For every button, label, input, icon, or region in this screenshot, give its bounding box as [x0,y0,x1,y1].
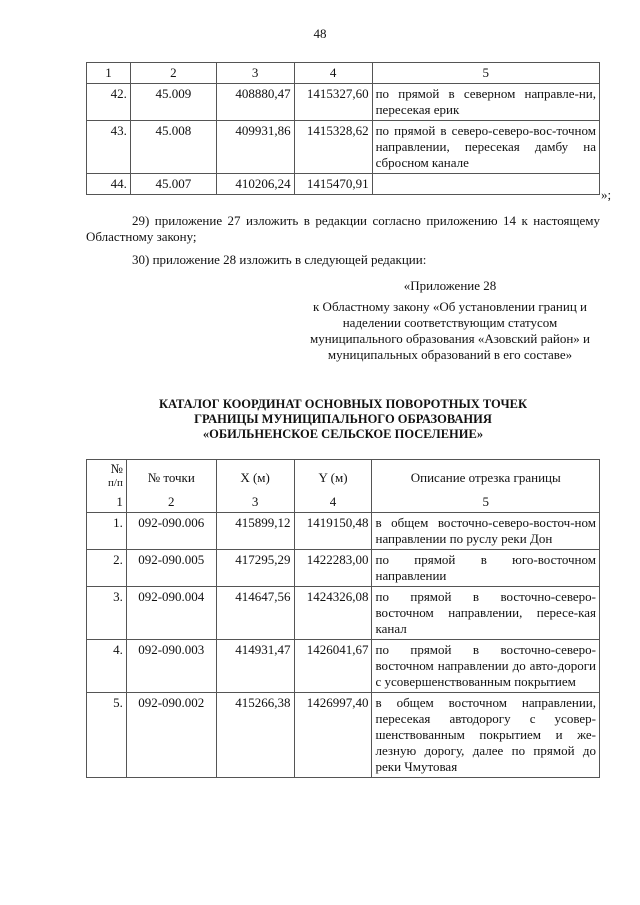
header-x: X (м) [216,460,294,493]
y-coordinate: 1415327,60 [294,84,372,121]
point-id: 092-090.004 [126,587,216,640]
col-index-2: 2 [130,63,216,84]
point-id: 45.007 [130,174,216,195]
point-id: 092-090.003 [126,640,216,693]
point-id: 45.008 [130,121,216,174]
appendix-header [300,278,600,363]
row-number: 3. [87,587,127,640]
col-index-5: 5 [372,63,599,84]
col-index-5: 5 [372,492,600,513]
segment-description: по прямой в северо-северо-вос-точном направлении, пересекая дамбу на сбросном канале [372,121,599,174]
row-number: 42. [87,84,131,121]
segment-description: по прямой в северном направле-ни, пересекая ерик [372,84,599,121]
table-row [87,121,600,174]
row-number: 5. [87,693,127,778]
table-row [87,84,600,121]
appendix-reference: к Областному закону «Об установлении границ и наделении соответствующим статусом муниципального образования «Азовский район» и муниципальных образований в его составе» [309,299,590,362]
y-coordinate: 1426041,67 [294,640,372,693]
y-coordinate: 1419150,48 [294,513,372,550]
y-coordinate: 1422283,00 [294,550,372,587]
col-index-4: 4 [294,63,372,84]
col-index-2: 2 [126,492,216,513]
segment-description: по прямой в восточно-северо-восточном направлении до авто-дороги с усовершенствованным покрытием [372,640,600,693]
table-row [87,640,600,693]
x-coordinate: 415899,12 [216,513,294,550]
header-row-number [87,460,127,493]
x-coordinate: 409931,86 [216,121,294,174]
table-row [87,174,600,195]
row-number: 43. [87,121,131,174]
segment-description: в общем восточном направлении, пересекая автодорогу с усовер-шенствованным покрытием и же-лезную дорогу, далее по прямой до реки Чмутовая [372,693,600,778]
y-coordinate: 1426997,40 [294,693,372,778]
segment-description [372,174,599,195]
row-number: 4. [87,640,127,693]
catalog-title [86,397,600,442]
col-index-3: 3 [216,63,294,84]
segment-description: в общем восточно-северо-восточ-ном направлении по руслу реки Дон [372,513,600,550]
coordinates-catalog-table [86,459,600,778]
table-row [87,693,600,778]
row-number: 1. [87,513,127,550]
header-y: Y (м) [294,460,372,493]
paragraph-29: 29) приложение 27 изложить в редакции согласно приложению 14 к настоящему Областному закону; [86,213,600,244]
x-coordinate: 415266,38 [216,693,294,778]
point-id: 092-090.002 [126,693,216,778]
y-coordinate: 1424326,08 [294,587,372,640]
catalog-title-line: «ОБИЛЬНЕНСКОЕ СЕЛЬСКОЕ ПОСЕЛЕНИЕ» [202,427,484,441]
y-coordinate: 1415328,62 [294,121,372,174]
page-number: 48 [313,26,327,41]
paragraph-30: 30) приложение 28 изложить в следующей редакции: [132,252,427,267]
point-id: 092-090.006 [126,513,216,550]
col-index-1: 1 [87,63,131,84]
table-row [87,513,600,550]
x-coordinate: 408880,47 [216,84,294,121]
table-header-row [87,460,600,493]
x-coordinate: 414931,47 [216,640,294,693]
point-id: 45.009 [130,84,216,121]
coordinates-table-continued [86,62,600,195]
segment-description: по прямой в восточно-северо-восточном направлении, пересе-кая канал [372,587,600,640]
table-row [87,550,600,587]
header-description: Описание отрезка границы [372,460,600,493]
number-sign: № [110,461,123,476]
row-number: 2. [87,550,127,587]
col-index-1: 1 [87,492,127,513]
catalog-title-line: ГРАНИЦЫ МУНИЦИПАЛЬНОГО ОБРАЗОВАНИЯ [194,412,492,426]
x-coordinate: 414647,56 [216,587,294,640]
table-row [87,587,600,640]
x-coordinate: 417295,29 [216,550,294,587]
table-header-row [87,63,600,84]
col-index-4: 4 [294,492,372,513]
closing-quote: »; [601,187,612,202]
row-number: 44. [87,174,131,195]
table-index-row [87,492,600,513]
point-id: 092-090.005 [126,550,216,587]
segment-description: по прямой в юго-восточном направлении [372,550,600,587]
number-sub: п/п [108,477,123,489]
appendix-title: «Приложение 28 [403,278,497,293]
catalog-title-line: КАТАЛОГ КООРДИНАТ ОСНОВНЫХ ПОВОРОТНЫХ ТОЧЕК [158,397,528,411]
header-point: № точки [126,460,216,493]
col-index-3: 3 [216,492,294,513]
x-coordinate: 410206,24 [216,174,294,195]
y-coordinate: 1415470,91 [294,174,372,195]
